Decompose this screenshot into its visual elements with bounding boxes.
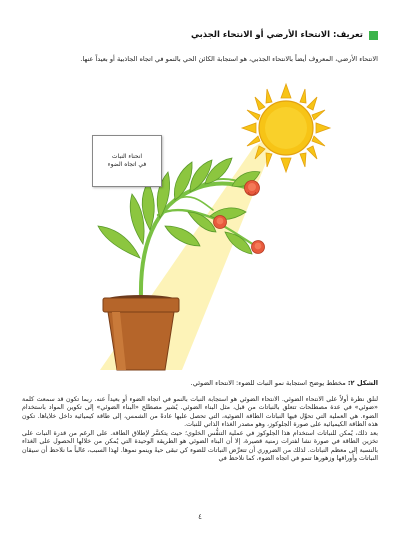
green-square-bullet-icon xyxy=(369,31,378,40)
flower-bloom-low xyxy=(252,241,265,254)
flower-bloom-middle xyxy=(214,216,227,229)
phototropism-illustration xyxy=(0,72,400,372)
callout-box xyxy=(92,135,162,187)
phototropism-figure xyxy=(0,72,400,372)
caption-label: الشكل ٢: xyxy=(347,379,378,387)
sun-icon xyxy=(242,84,330,172)
body-paragraph-1: لنلق نظرة أولاً على الانتحاء الضوئي. الانتحاء الضوئي هو استجابة النبات بالنمو في اتجاه الضوء أو بعيداً عنه. ربما تكون قد سمعت كلمة «ضوئي» في عدة مصطلحات تتعلق بالنباتات من قبل، مثل البناء الضوئي. يُشير مصطلح «البناء الضوئي» إلى تكوين المواد باستخدام الضوء. هي العملية التي تحوِّل فيها النباتات الطاقة الضوئية، التي تحصل عليها عادةً من الشمس، إلى طاقة كيميائية داخل خلاياها. تكون هذه الطاقة الكيميائية على صورة الجلوكوز، وهو مصدر الغذاء الذاتي للنبات. xyxy=(22,396,378,428)
callout-line-2: في اتجاه الضوء xyxy=(107,161,147,168)
section-heading xyxy=(22,30,378,40)
heading-text: تعريف: الانتحاء الأرضي أو الانتحاء الجذبي xyxy=(190,30,363,40)
page-number: ٤ xyxy=(198,513,202,521)
definition-paragraph: الانتحاء الأرضي، المعروف أيضاً بالانتحاء الجذبي، هو استجابة الكائن الحي بالنمو في اتجاه الجاذبية أو بعيداً عنها. xyxy=(80,55,378,63)
caption-text: مخطط يوضح استجابة نمو النبات للضوء: الانتحاء الضوئي. xyxy=(190,379,346,387)
figure-caption xyxy=(22,379,378,387)
body-text xyxy=(22,396,378,464)
body-paragraph-2: بعد ذلك، يُمكن للنباتات استخدام هذا الجلوكوز في عملية التنفُّس الخلوي؛ حيث يتكسَّر لإطلاق الطاقة. على الرغم من قدرة النبات على تخزين الطاقة في صورة نشا لفترات زمنية قصيرة، إلا أن البناء الضوئي هو الطريقة الوحيدة التي يُمكن من خلالها الحصول على الغذاء بالنسبة إلى معظم النباتات. لذلك من الضروري أن تتعرَّض النباتات للضوء كي تبقى حيةً وينمو نموها. لهذا السبب، غالباً ما نلاحظ أن سيقان النباتات وأوراقها وزهورها تنمو في اتجاه الضوء، كما نلاحظ في xyxy=(22,430,378,463)
callout-line-1: انحناء النبات xyxy=(111,153,143,160)
flower-bloom-top xyxy=(245,181,260,196)
